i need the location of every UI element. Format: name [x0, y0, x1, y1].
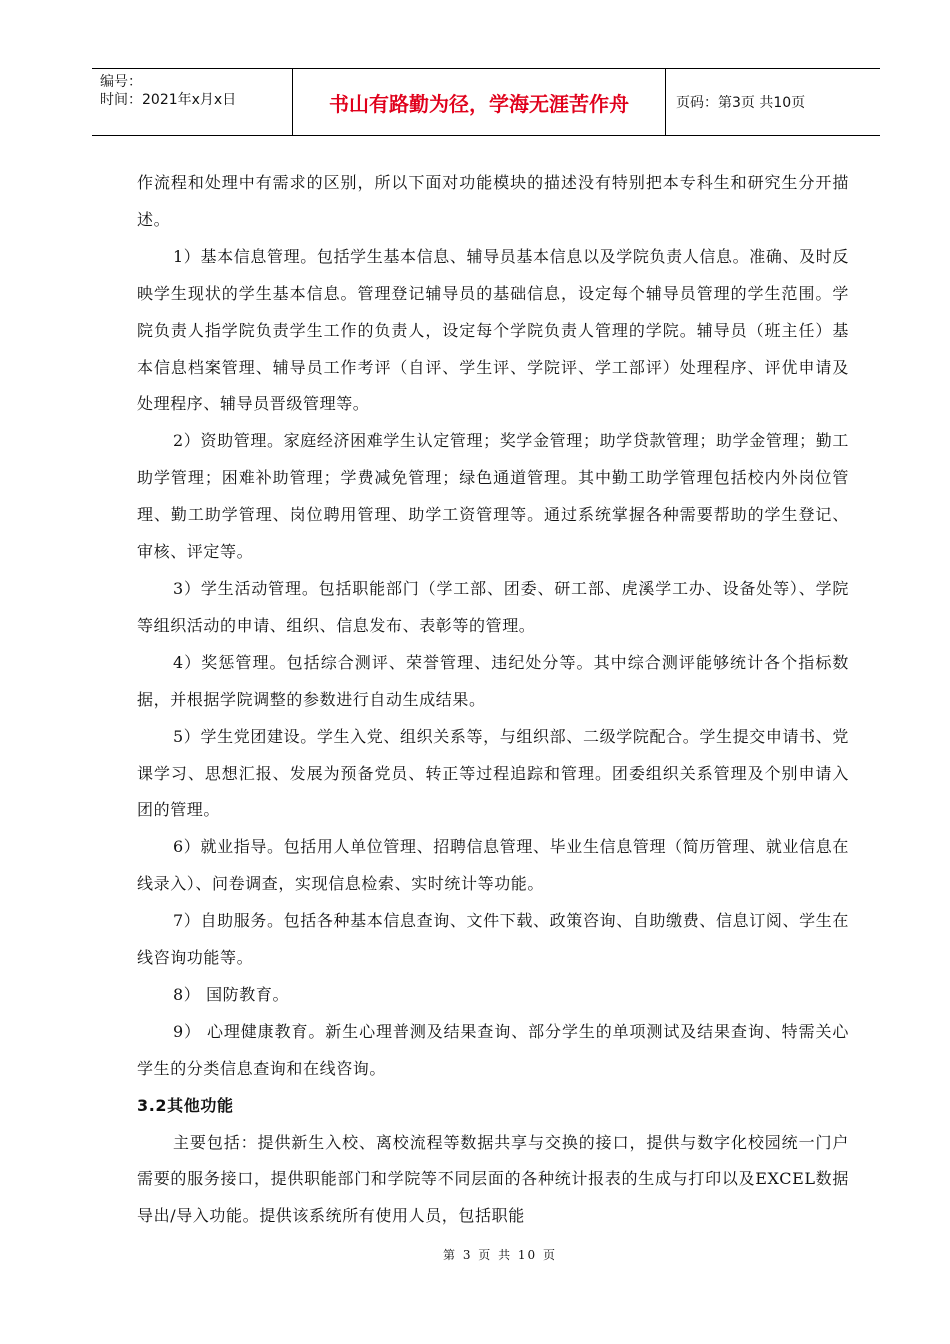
header-motto: 书山有路勤为径，学海无涯苦作舟: [293, 69, 666, 135]
paragraph-mental-health: 9） 心理健康教育。新生心理普测及结果查询、部分学生的单项测试及结果查询、特需关心学生的分类信息查询和在线咨询。: [137, 1021, 849, 1078]
paragraph-continuation: 作流程和处理中有需求的区别，所以下面对功能模块的描述没有特别把本专科生和研究生分开描述。: [137, 173, 849, 229]
paragraph-party-league: 5）学生党团建设。学生入党、组织关系等，与组织部、二级学院配合。学生提交申请书、党课学习、思想汇报、发展为预备党员、转正等过程追踪和管理。团委组织关系管理及个别申请入团的管理。: [137, 726, 849, 820]
paragraph-student-activities: 3）学生活动管理。包括职能部门（学工部、团委、研工部、虎溪学工办、设备处等）、学院等组织活动的申请、组织、信息发布、表彰等的管理。: [137, 578, 849, 635]
paragraph-national-defense: 8） 国防教育。: [173, 984, 290, 1004]
document-body: [137, 165, 849, 1235]
paragraph-basic-info: 1）基本信息管理。包括学生基本信息、辅导员基本信息以及学院负责人信息。准确、及时反映学生现状的学生基本信息。管理登记辅导员的基础信息，设定每个辅导员管理的学生范围。学院负责人指学院负责学生工作的负责人，设定每个学院负责人管理的学院。辅导员（班主任）基本信息档案管理、辅导员工作考评（自评、学生评、学院评、学工部评）处理程序、评优申请及处理程序、辅导员晋级管理等。: [137, 246, 849, 414]
paragraph-financial-aid: 2）资助管理。家庭经济困难学生认定管理；奖学金管理；助学贷款管理；助学金管理；勤工助学管理；困难补助管理；学费减免管理；绿色通道管理。其中勤工助学管理包括校内外岗位管理、勤工助学管理、岗位聘用管理、助学工资管理等。通过系统掌握各种需要帮助的学生登记、审核、评定等。: [137, 431, 849, 562]
number-label: 编号：: [100, 74, 142, 90]
page-header: [92, 68, 880, 136]
paragraph-rewards-punishments: 4）奖惩管理。包括综合测评、荣誉管理、违纪处分等。其中综合测评能够统计各个指标数据，并根据学院调整的参数进行自动生成结果。: [137, 652, 849, 709]
section-title: 3.2其他功能: [137, 1095, 234, 1115]
paragraph-other-functions: 主要包括：提供新生入校、离校流程等数据共享与交换的接口，提供与数字化校园统一门户需要的服务接口，提供职能部门和学院等不同层面的各种统计报表的生成与打印以及EXCEL数据导出/导入功能。提供该系统所有使用人员，包括职能: [137, 1132, 849, 1226]
header-meta: [92, 69, 293, 135]
header-page-info: 页码：第3页 共10页: [676, 95, 806, 111]
time-label: 时间：2021年x月x日: [100, 92, 237, 108]
paragraph-self-service: 7）自助服务。包括各种基本信息查询、文件下载、政策咨询、自助缴费、信息订阅、学生在线咨询功能等。: [137, 911, 849, 968]
paragraph-employment: 6）就业指导。包括用人单位管理、招聘信息管理、毕业生信息管理（简历管理、就业信息在线录入）、问卷调查，实现信息检索、实时统计等功能。: [137, 837, 849, 894]
page-footer: 第 3 页 共 10 页: [443, 1248, 557, 1262]
